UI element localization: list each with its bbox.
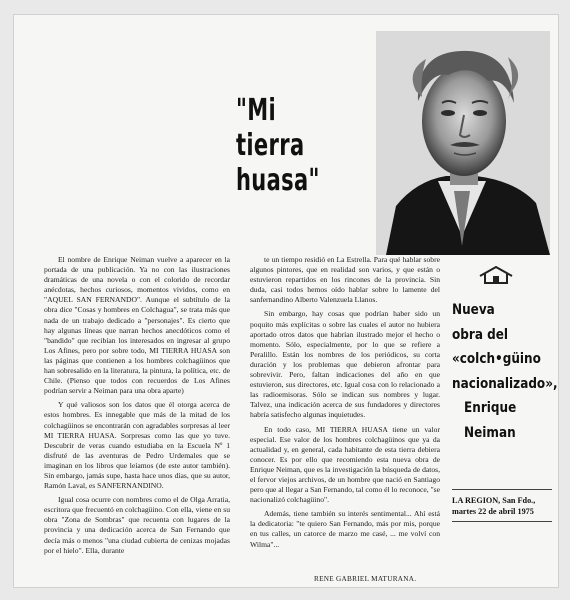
article-title bbox=[236, 93, 356, 198]
headline-line: Nueva bbox=[452, 302, 495, 318]
article-column-left bbox=[44, 255, 230, 591]
portrait-illustration bbox=[376, 31, 550, 255]
article-paragraph: Igual cosa ocurre con nombres como el de Olga Arratia, escritora que frecuentó en colchagüino. Con ella, viene en su obra "Zona de Sombras" que recuenta con lugares de la provincia y una dedicación acerca de San Fernando que decía más o menos "una ciudad cubierta de cenizas mojadas por el hielo". Ella, durante bbox=[44, 495, 230, 555]
headline-line: «colch•güino bbox=[452, 351, 541, 367]
source-line: LA REGION, San Fdo., bbox=[452, 496, 536, 505]
headline-line: Neiman bbox=[464, 424, 516, 441]
author-portrait-photo bbox=[376, 31, 550, 255]
article-paragraph: Además, tiene también su interés sentimental... Ahí está la dedicatoria: "te quiero San Fernando, más por mis, porque en tus calles, un catorce de marzo me casé, ... me volví con Wilma"... bbox=[250, 509, 440, 549]
headline-line: Enrique bbox=[464, 400, 517, 416]
headline bbox=[452, 298, 558, 445]
article-paragraph: El nombre de Enrique Neiman vuelve a aparecer en la portada de una publicación. Ya no con las ilustraciones dramáticas de una novela o con el colorido de recordar anécdotas, hechos curiosos, momentos vividos, como en "AQUEL SAN FERNANDO". Aunque el subtítulo de la obra dice "Cosas y hombres en Colchagua", se trata más que nada de un trabajo dedicado a "personajes". Es cierto que hay algunas líneas que narran hechos anecdóticos como el "bandido" que recibían los interesados en ingresar al grupo Los Afines, pero por sobre todo, MI TIERRA HUASA son las páginas que contienen a los hombres colchagüinos que han sobresalido en la literatura, la pintura, la política, etc. de Chile. (Pienso que todos con recuerdos de Los Afines podrían servir a Neiman para una obra aparte) bbox=[44, 255, 230, 396]
article-paragraph: En todo caso, MI TIERRA HUASA tiene un valor especial. Ese valor de los hombres colchagüinos que ya da actualidad y, en general, cada habitante de esta tierra debiera conocer. Es por ello que recomiendo esta nueva obra de Enrique Neiman, que es la investigación la búsqueda de datos, el fervor viejos archivos, de un hombre que nació en Santiago pero que al llegar a San Fernando, tal como él lo reconoce, "se nacionalizó colchagüino". bbox=[250, 424, 440, 505]
title-line: huasa" bbox=[236, 163, 320, 198]
article-paragraph: Y qué valiosos son los datos que él otorga acerca de estos hombres. Es innegable que más de la mitad de los colchagüinos se encontrarán con agradables sorpresas al leer MI TIERRA HUASA. Sorpresas como las que yo tuve. Descubrir de veras cuando estudiaba en la Escuela Nº 1 disfruté de las aventuras de Pedro Urdemales que se imaginan en los libros que leíamos (de este autor también). Sin embargo, jamás supe, hasta hace unos días, que su autor, Ramón Laval, es SANFERNANDINO. bbox=[44, 400, 230, 491]
author-signature: RENE GABRIEL MATURANA. bbox=[314, 575, 417, 583]
source-line: martes 22 de abril 1975 bbox=[452, 507, 534, 516]
title-line: "Mi bbox=[236, 93, 277, 128]
article-paragraph: Sin embargo, hay cosas que podrían haber sido un poquito más explícitas o sobre las cuales el autor no hubiera aportado otros datos que habrían ilustrado mejor el hecho o momento. Sólo, especialmente, por lo que se refiere a Peralillo. Están los nombres de los periódicos, su corta duración y los problemas que debieron afrontar para sobrevivir. Pero, faltan indicaciones del año en que estuvieron, sus directores, etc. Igual cosa con lo relacionado a las radioemisoras. Sólo se indican sus nombres y lugar. Talvez, una indicación acerca de sus fundadores y directores habría satisfecho algunas inquietudes. bbox=[250, 309, 440, 420]
house-logo-icon bbox=[478, 265, 514, 285]
divider bbox=[452, 489, 552, 490]
divider bbox=[452, 521, 552, 522]
article-column-middle bbox=[250, 255, 440, 591]
publication-source bbox=[452, 495, 556, 517]
headline-line: nacionalizado», bbox=[452, 375, 558, 392]
headline-line: obra del bbox=[452, 326, 509, 343]
newspaper-clipping bbox=[13, 14, 559, 588]
article-paragraph: te un tiempo residió en La Estrella. Para qué hablar sobre algunos pintores, que en realidad son varios, y que están o estuvieron repartidos en los rincones de la provincia. Sin duda, casi todos hemos oído hablar sobre lo lamente del sanfernandino Alberto Valenzuela Llanos. bbox=[250, 255, 440, 305]
title-line: tierra bbox=[236, 128, 305, 163]
